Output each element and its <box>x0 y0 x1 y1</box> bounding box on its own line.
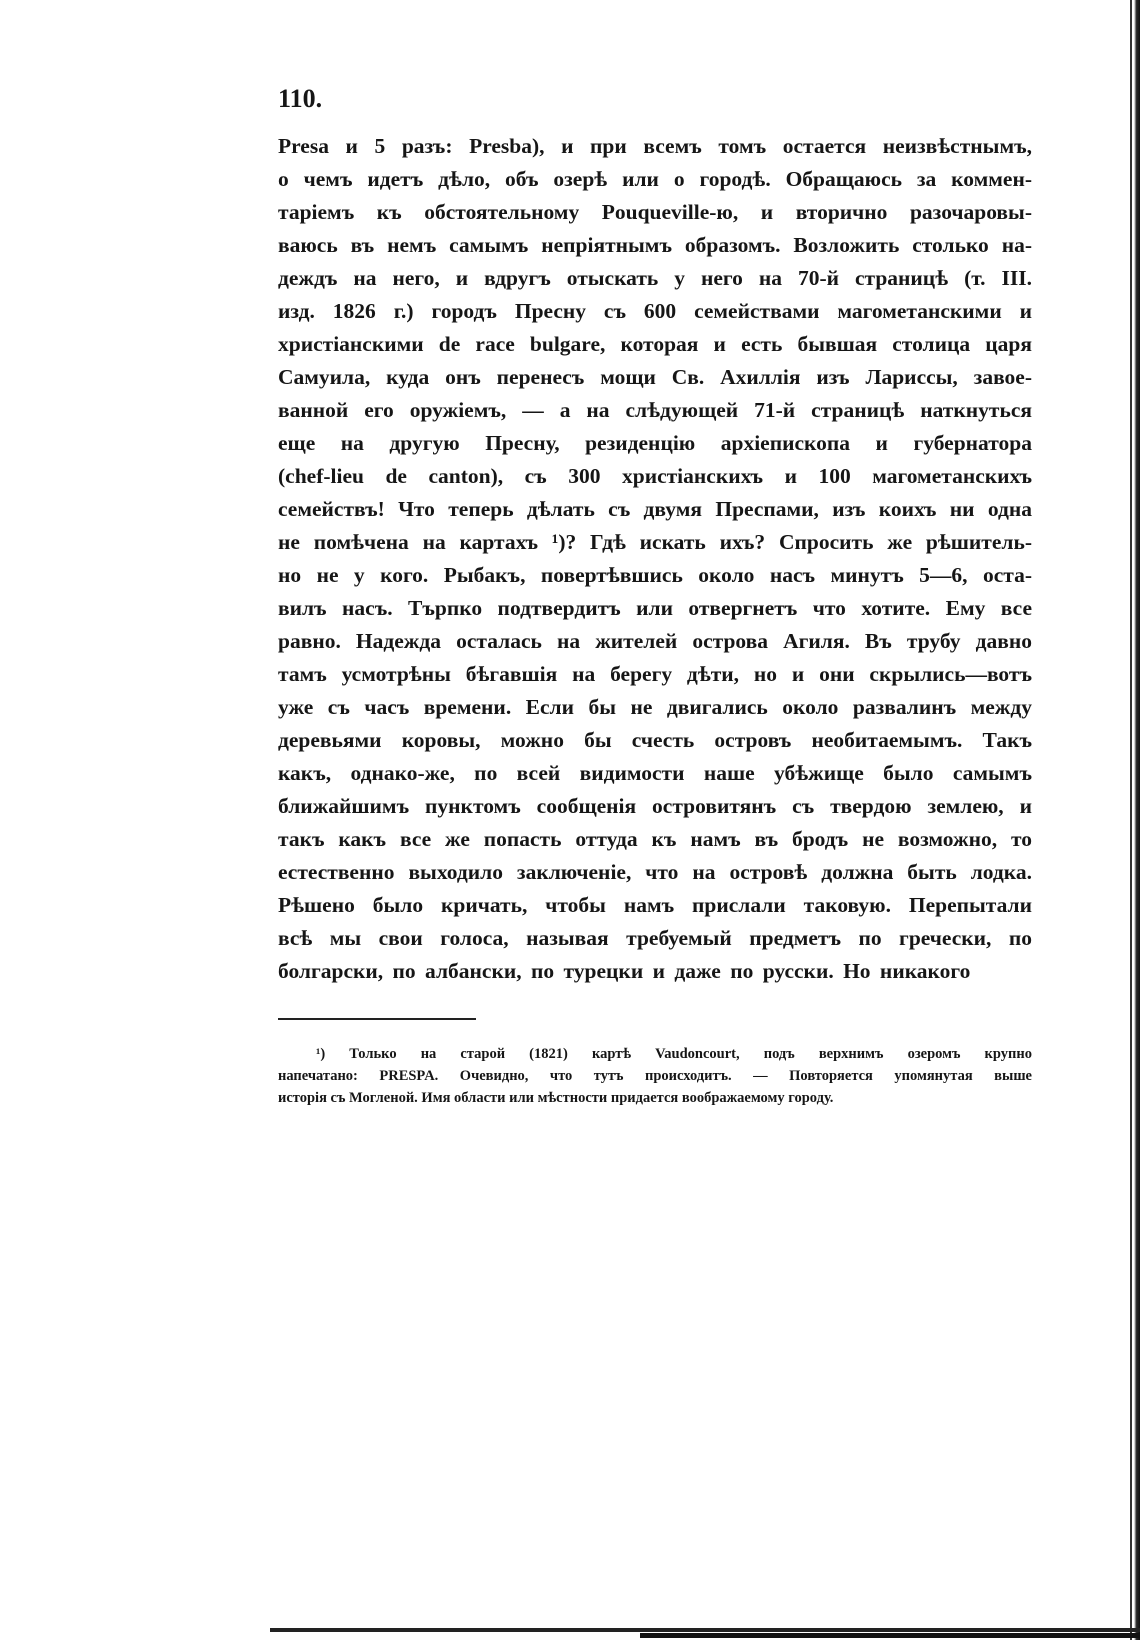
text-line: всѣ мы свои голоса, называя требуемый предметъ по гречески, по <box>278 926 1032 950</box>
body-text <box>278 130 1032 988</box>
text-line: Presa и 5 разъ: Presba), и при всемъ томъ остается неизвѣстнымъ, <box>278 134 1032 158</box>
scan-edge-line <box>1130 0 1132 1640</box>
footnote <box>278 1043 1032 1109</box>
text-line: не помѣчена на картахъ ¹)? Гдѣ искать ихъ? Спросить же рѣшитель- <box>278 530 1032 554</box>
text-line: равно. Надежда осталась на жителей острова Агиля. Въ трубу давно <box>278 629 1032 653</box>
text-line: тамъ усмотрѣны бѣгавшія на берегу дѣти, но и они скрылись—вотъ <box>278 662 1032 686</box>
text-line: какъ, однако-же, по всей видимости наше убѣжище было самымъ <box>278 761 1032 785</box>
text-line: деревьями коровы, можно бы счесть островъ необитаемымъ. Такъ <box>278 728 1032 752</box>
text-line: о чемъ идетъ дѣло, объ озерѣ или о городѣ. Обращаюсь за коммен- <box>278 167 1032 191</box>
footnote-line: исторія съ Могленой. Имя области или мѣстности придается воображаемому городу. <box>278 1090 834 1106</box>
text-line: естественно выходило заключеніе, что на островѣ должна быть лодка. <box>278 860 1032 884</box>
footnote-divider <box>278 1018 476 1020</box>
text-line: Рѣшено было кричать, чтобы намъ прислали таковую. Перепытали <box>278 893 1032 917</box>
footnote-line: ¹) Только на старой (1821) картѣ Vaudoncourt, подъ верхнимъ озеромъ крупно <box>316 1046 1032 1062</box>
page-number: 110. <box>278 84 323 113</box>
footnote-line: напечатано: PRESPA. Очевидно, что тутъ происходитъ. — Повторяется упомянутая выше <box>278 1068 1032 1084</box>
text-line: такъ какъ все же попасть оттуда къ намъ въ бродъ не возможно, то <box>278 827 1032 851</box>
text-line: ваюсь въ немъ самымъ непріятнымъ образомъ. Возложить столько на- <box>278 233 1032 257</box>
text-line: еще на другую Пресну, резиденцію архіепископа и губернатора <box>278 431 1032 455</box>
text-line: (chef-lieu de canton), съ 300 христіанскихъ и 100 магометанскихъ <box>278 464 1032 488</box>
text-line: ванной его оружіемъ, — а на слѣдующей 71-й страницѣ наткнуться <box>278 398 1032 422</box>
text-line: изд. 1826 г.) городъ Пресну съ 600 семействами магометанскими и <box>278 299 1032 323</box>
scan-edge-bottom <box>270 1628 1140 1632</box>
text-line: вилъ насъ. Търпко подтвердитъ или отвергнетъ что хотите. Ему все <box>278 596 1032 620</box>
scan-edge-bottom-dark <box>640 1633 1140 1638</box>
text-line: уже съ часъ времени. Если бы не двигались около развалинъ между <box>278 695 1032 719</box>
text-line: семействъ! Что теперь дѣлать съ двумя Преспами, изъ коихъ ни одна <box>278 497 1032 521</box>
text-line: христіанскими de race bulgare, которая и есть бывшая столица царя <box>278 332 1032 356</box>
text-line: Самуила, куда онъ перенесъ мощи Св. Ахиллія изъ Лариссы, завое- <box>278 365 1032 389</box>
text-line: таріемъ къ обстоятельному Pouqueville-ю, и вторично разочаровы- <box>278 200 1032 224</box>
text-line: болгарски, по албански, по турецки и даже по русски. Но никакого <box>278 959 971 983</box>
text-line: деждъ на него, и вдругъ отыскать у него на 70-й страницѣ (т. III. <box>278 266 1032 290</box>
text-line: ближайшимъ пунктомъ сообщенія островитянъ съ твердою землею, и <box>278 794 1032 818</box>
scan-edge-right <box>1134 0 1140 1640</box>
text-line: но не у кого. Рыбакъ, повертѣвшись около насъ минутъ 5—6, оста- <box>278 563 1032 587</box>
